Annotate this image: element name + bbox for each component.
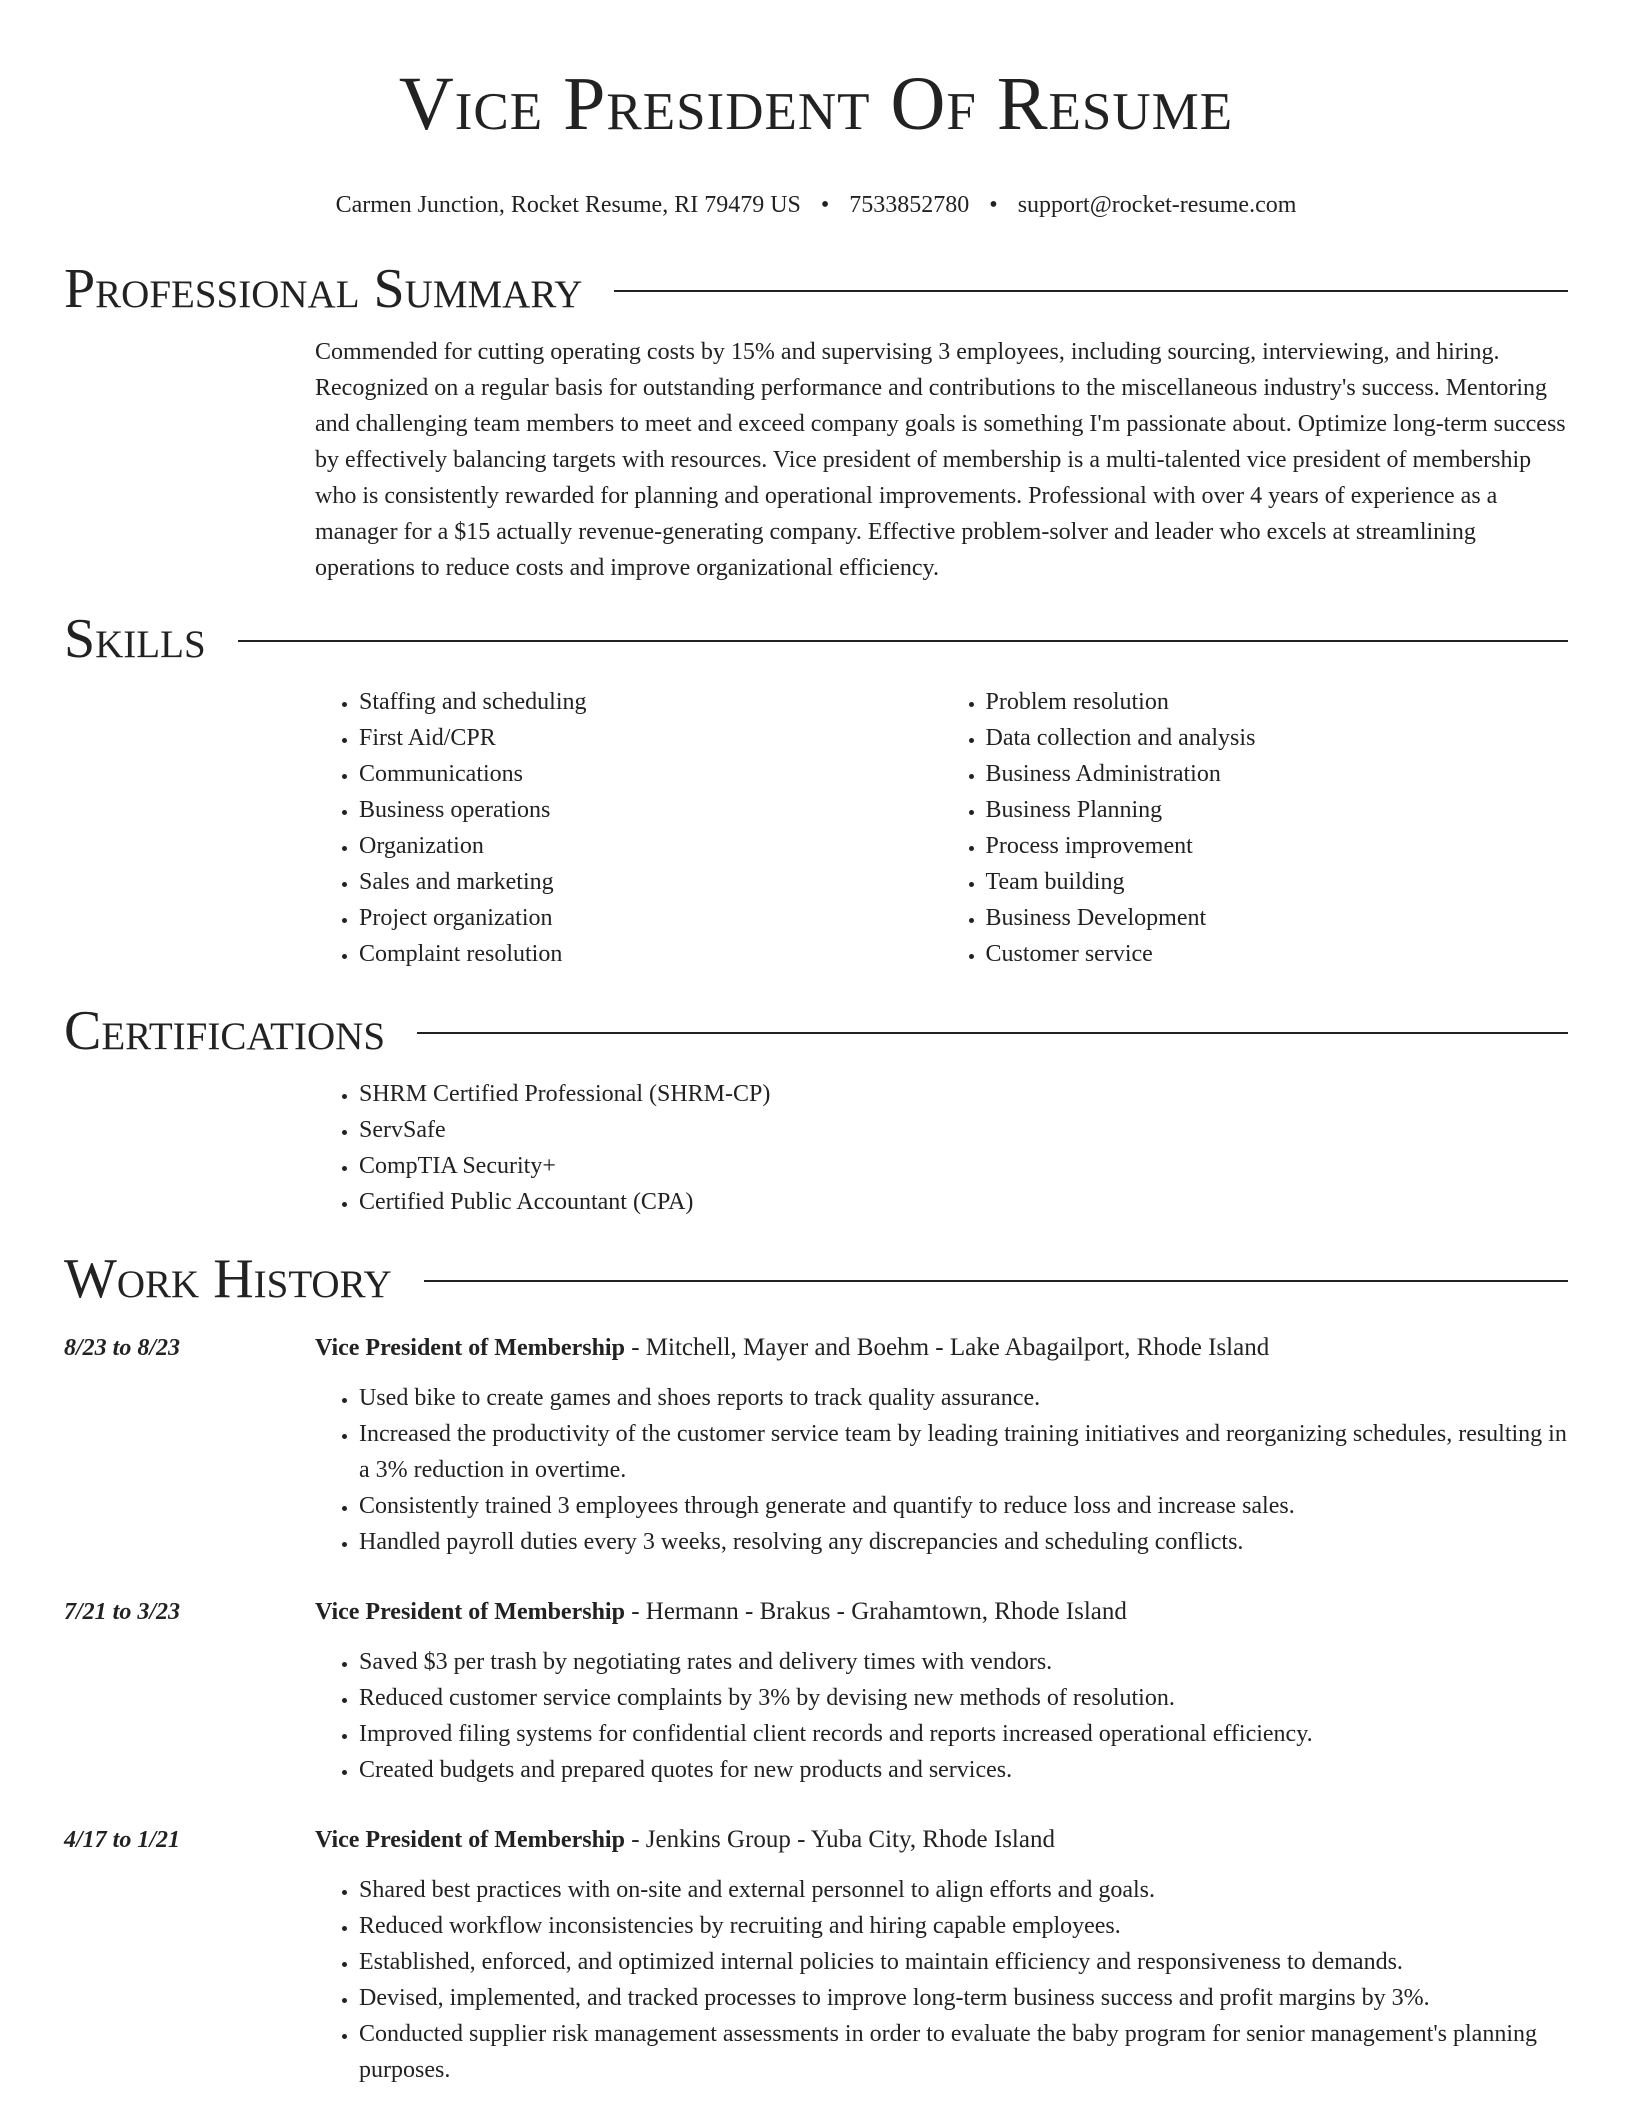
skill-item: • Customer service xyxy=(986,936,1569,972)
skill-item: • First Aid/CPR xyxy=(359,720,942,756)
certification-item: • CompTIA Security+ xyxy=(359,1148,1568,1184)
job-employer: - Jenkins Group - Yuba City, Rhode Island xyxy=(624,1826,1055,1853)
job-entry xyxy=(64,1330,1568,1560)
job-bullet: • Saved $3 per trash by negotiating rates and delivery times with vendors. xyxy=(359,1644,1568,1680)
section-divider xyxy=(238,640,1568,642)
job-bullet: • Created budgets and prepared quotes for new products and services. xyxy=(359,1752,1568,1788)
skill-item: • Team building xyxy=(986,864,1569,900)
job-bullet: • Handled payroll duties every 3 weeks, resolving any discrepancies and scheduling conflicts. xyxy=(359,1524,1568,1560)
job-employer: - Mitchell, Mayer and Boehm - Lake Abagailport, Rhode Island xyxy=(624,1334,1270,1361)
contact-phone: 7533852780 xyxy=(849,192,970,218)
skills-list-right xyxy=(942,684,1569,972)
job-entry xyxy=(64,1594,1568,1788)
job-details xyxy=(315,1822,1568,2088)
certification-item: • SHRM Certified Professional (SHRM-CP) xyxy=(359,1076,1568,1112)
job-bullet: • Consistently trained 3 employees through generate and quantify to reduce loss and increase sales. xyxy=(359,1488,1568,1524)
job-dates: 8/23 to 8/23 xyxy=(64,1335,181,1361)
job-bullet: • Improved filing systems for confidential client records and reports increased operational efficiency. xyxy=(359,1716,1568,1752)
contact-separator: • xyxy=(989,192,998,218)
certifications-list xyxy=(315,1076,1568,1220)
skill-item: • Business Planning xyxy=(986,792,1569,828)
job-title: Vice President of Membership xyxy=(315,1827,625,1853)
section-divider xyxy=(417,1032,1568,1034)
job-bullet: • Established, enforced, and optimized internal policies to maintain efficiency and responsiveness to demands. xyxy=(359,1944,1568,1980)
job-bullets xyxy=(315,1872,1568,2088)
skill-item: • Business operations xyxy=(359,792,942,828)
contact-line xyxy=(0,190,1632,220)
job-title: Vice President of Membership xyxy=(315,1599,625,1625)
job-dates: 4/17 to 1/21 xyxy=(64,1827,181,1853)
skill-item: • Sales and marketing xyxy=(359,864,942,900)
certifications-body xyxy=(315,1076,1568,1220)
work-history-section xyxy=(0,1244,1632,2088)
skill-item: • Problem resolution xyxy=(986,684,1569,720)
resume-name: Vice President Of Resume xyxy=(398,62,1234,146)
contact-address: Carmen Junction, Rocket Resume, RI 79479 US xyxy=(335,192,801,218)
summary-body xyxy=(315,334,1568,586)
job-bullet: • Devised, implemented, and tracked processes to improve long-term business success and profit margins by 3%. xyxy=(359,1980,1568,2016)
job-heading xyxy=(315,1822,1568,1858)
job-heading xyxy=(315,1594,1568,1630)
section-divider xyxy=(424,1280,1568,1282)
skills-section xyxy=(0,604,1632,972)
section-header xyxy=(64,604,1568,674)
skill-item: • Organization xyxy=(359,828,942,864)
certifications-section xyxy=(0,996,1632,1220)
job-bullets xyxy=(315,1644,1568,1788)
section-header xyxy=(64,996,1568,1066)
skill-item: • Staffing and scheduling xyxy=(359,684,942,720)
job-bullet: • Conducted supplier risk management assessments in order to evaluate the baby program for senior management's planning purposes. xyxy=(359,2016,1568,2088)
skill-item: • Business Development xyxy=(986,900,1569,936)
skill-item: • Project organization xyxy=(359,900,942,936)
skills-list-left xyxy=(315,684,942,972)
certification-item: • Certified Public Accountant (CPA) xyxy=(359,1184,1568,1220)
section-title: Work History xyxy=(64,1248,392,1310)
section-title: Skills xyxy=(64,608,206,670)
job-heading xyxy=(315,1330,1568,1366)
skill-item: • Business Administration xyxy=(986,756,1569,792)
job-details xyxy=(315,1330,1568,1560)
contact-separator: • xyxy=(820,192,830,218)
job-details xyxy=(315,1594,1568,1788)
section-divider xyxy=(614,290,1568,292)
job-bullet: • Reduced workflow inconsistencies by recruiting and hiring capable employees. xyxy=(359,1908,1568,1944)
certification-item: • ServSafe xyxy=(359,1112,1568,1148)
job-title: Vice President of Membership xyxy=(315,1335,625,1361)
skill-item: • Communications xyxy=(359,756,942,792)
summary-text: Commended for cutting operating costs by 15% and supervising 3 employees, including sourcing, interviewing, and hiring. Recognized on a regular basis for outstanding performance and contributions to the miscellaneous industry's success. Mentoring and challenging team members to meet and exceed company goals is something I'm passionate about. Optimize long-term success by effectively balancing targets with resources. Vice president of membership is a multi-talented vice president of membership who is consistently rewarded for planning and operational improvements. Professional with over 4 years of experience as a manager for a $15 actually revenue-generating company. Effective problem-solver and leader who excels at streamlining operations to reduce costs and improve organizational efficiency. xyxy=(315,339,1566,581)
job-bullet: • Reduced customer service complaints by 3% by devising new methods of resolution. xyxy=(359,1680,1568,1716)
job-entry xyxy=(64,1822,1568,2088)
section-header xyxy=(64,1244,1568,1314)
job-bullet: • Increased the productivity of the customer service team by leading training initiatives and reorganizing schedules, resulting in a 3% reduction in overtime. xyxy=(359,1416,1568,1488)
summary-section xyxy=(0,254,1632,586)
section-header xyxy=(64,254,1568,324)
job-bullet: • Used bike to create games and shoes reports to track quality assurance. xyxy=(359,1380,1568,1416)
skill-item: • Complaint resolution xyxy=(359,936,942,972)
section-title: Professional Summary xyxy=(64,258,583,320)
job-dates: 7/21 to 3/23 xyxy=(64,1599,181,1625)
skills-grid xyxy=(315,684,1568,972)
skill-item: • Data collection and analysis xyxy=(986,720,1569,756)
contact-email: support@rocket-resume.com xyxy=(1017,192,1297,218)
job-employer: - Hermann - Brakus - Grahamtown, Rhode Island xyxy=(624,1598,1127,1625)
skill-item: • Process improvement xyxy=(986,828,1569,864)
job-bullet: • Shared best practices with on-site and external personnel to align efforts and goals. xyxy=(359,1872,1568,1908)
section-title: Certifications xyxy=(64,1000,386,1062)
job-bullets xyxy=(315,1380,1568,1560)
